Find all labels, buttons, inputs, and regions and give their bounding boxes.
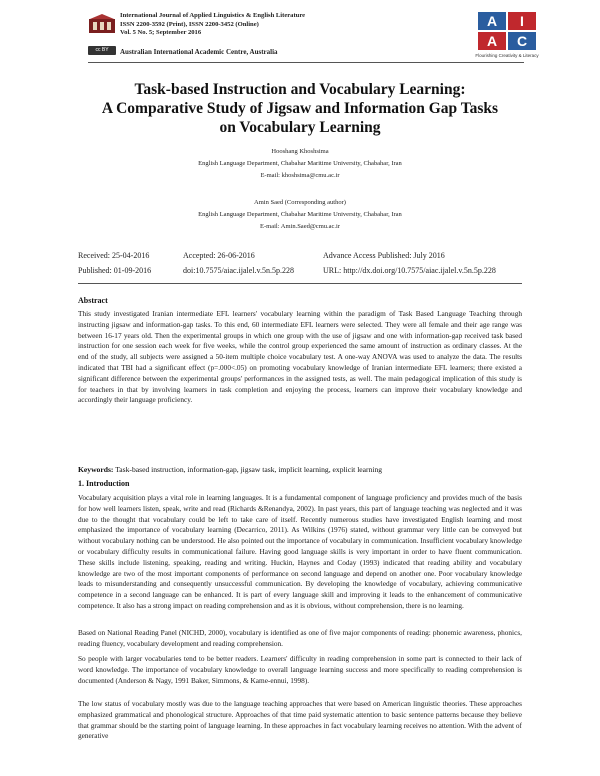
author-email[interactable]: E-mail: khoshsima@cmu.ac.ir xyxy=(260,172,340,179)
keywords-label: Keywords: xyxy=(78,465,114,474)
author-1 xyxy=(60,146,540,182)
aiac-letter: C xyxy=(508,32,536,50)
doi-link[interactable]: doi:10.7575/aiac.ijalel.v.5n.5p.228 xyxy=(183,266,295,275)
received-date: Received: 25-04-2016 xyxy=(78,251,150,260)
keywords-text: Task-based instruction, information-gap, jigsaw task, implicit learning, explicit learning xyxy=(115,465,383,474)
title-line: on Vocabulary Learning xyxy=(219,119,381,136)
aiac-tagline: Flourishing Creativity & Literacy xyxy=(475,53,539,58)
intro-paragraph: The low status of vocabulary mostly was due to the language teaching approaches that were based on American linguistic theories. These approaches emphasized grammatical and phonological structure. Approaches of that time paid systematic attention to basic sentence patterns because they believe that grammar should be the starting point of language learning. In these approaches in fact vocabulary learning receives no attention. With the advent of generative xyxy=(78,699,522,741)
keywords xyxy=(78,465,382,474)
aiac-letter: A xyxy=(478,32,506,50)
intro-paragraph: Vocabulary acquisition plays a vital role in learning languages. It is a fundamental component of language proficiency and provides much of the basis for how well learners listen, speak, write and read (Richards &Renandya, 2002). In past years, this part of language teaching was neglected and it was due to the thought that vocabulary could be left to take care of itself. Recently numerous studies have investigated English learning and most emphasized the importance of vocabulary learning (Decarrico, 2011). As Wilkins (1976) stated, without grammar very little can be conveyed but without vocabulary nothing can be understood. He also pointed out the importance of vocabulary in communication. Insufficient vocabulary knowledge or vocabulary difficulty results in communicational failure. Having good language skills is very important in order to have fluent communication. These skills include listening, speaking, reading and writing. Huckin, Haynes and Coday (1993) indicated that reading ability and vocabulary knowledge are two of the most important components of performance on second language and depend on another one. Poor vocabulary knowledge leads to misunderstanding and consequently unsuccessful communication. By developing the knowledge of vocabulary, achieving communicative competence in a second language can be enhanced. It is part of every language skill and improving it leads to the enhancement of communicative competence. It also has a strong impact on reading comprehension and as it is obvious, without comprehension, there is no learning. xyxy=(78,493,522,610)
author-affiliation: English Language Department, Chabahar Maritime University, Chabahar, Iran xyxy=(198,211,402,218)
publisher-name: Australian International Academic Centre, Australia xyxy=(120,48,278,56)
journal-issn: ISSN 2200-3592 (Print), ISSN 2200-3452 (Online) xyxy=(120,20,259,28)
journal-name: International Journal of Applied Linguistics & English Literature xyxy=(120,12,306,19)
author-affiliation: English Language Department, Chabahar Maritime University, Chabahar, Iran xyxy=(198,160,402,167)
published-date: Published: 01-09-2016 xyxy=(78,266,152,275)
accepted-date: Accepted: 26-06-2016 xyxy=(183,251,255,260)
dates-divider xyxy=(78,283,522,284)
header-divider xyxy=(88,62,524,63)
journal-logo xyxy=(88,13,116,35)
aiac-letter: I xyxy=(508,12,536,30)
advance-date: Advance Access Published: July 2016 xyxy=(323,251,445,260)
title-line: A Comparative Study of Jigsaw and Information Gap Tasks xyxy=(101,100,499,117)
author-email[interactable]: E-mail: Amin.Saed@cmu.ac.ir xyxy=(260,223,340,230)
journal-info xyxy=(120,12,305,38)
aiac-letter: A xyxy=(478,12,506,30)
aiac-logo xyxy=(475,12,539,58)
title-line: Task-based Instruction and Vocabulary Learning: xyxy=(134,81,466,98)
cc-license-badge[interactable]: cc BY xyxy=(88,46,116,55)
paper-title xyxy=(60,80,540,137)
intro-paragraph: So people with larger vocabularies tend to be better readers. Learners' difficulty in reading comprehension in some part is connected to their lack of word knowledge. The importance of vocabulary knowledge to overall language learning success and more specifically to reading comprehension is documented (Anderson & Nagy, 1991 Baker, Simmons, & Kame-ennui, 1998). xyxy=(78,654,522,685)
intro-paragraph: Based on National Reading Panel (NICHD, 2000), vocabulary is identified as one of five major components of reading: phonemic awareness, phonics, reading fluency, vocabulary development and reading comprehension. xyxy=(78,628,522,648)
url-link[interactable]: URL: http://dx.doi.org/10.7575/aiac.ijalel.v.5n.5p.228 xyxy=(323,266,496,275)
abstract-text: This study investigated Iranian intermediate EFL learners' vocabulary learning within the paradigm of Task Based Language Teaching through instructing jigsaw and information-gap tasks. To this end, 60 intermediate EFL learners were selected. They were all female and their age range was between 16-17 years old. Then the experimental groups in which one group with the use of jigsaw and one with information-gap received task based instruction for one session each week for five weeks, while the control group experienced the same amount of instruction as ordinary classes. At the end of the study, all subjects were assigned a 50-item multiple choice vocabulary test. A one-way ANOVA was used to analyze the data. The results indicated that TBI had a significant effect (p=.000<.05) on promoting vocabulary knowledge of Iranian intermediate EFL learners; there existed a significant difference between the experimental groups' performances in the assigned tests, as well. The main pedagogical implication of this study is for teachers in that by involving learners in task completion and enjoying the process, learners can improve their vocabulary knowledge and accordingly their language proficiency. xyxy=(78,309,522,405)
journal-volume: Vol. 5 No. 5; September 2016 xyxy=(120,29,202,37)
author-name: Amin Saed (Corresponding author) xyxy=(254,199,346,206)
author-name: Hooshang Khoshsima xyxy=(271,148,329,155)
author-2 xyxy=(60,197,540,233)
section-heading: 1. Introduction xyxy=(78,479,130,488)
abstract-heading: Abstract xyxy=(78,296,108,305)
